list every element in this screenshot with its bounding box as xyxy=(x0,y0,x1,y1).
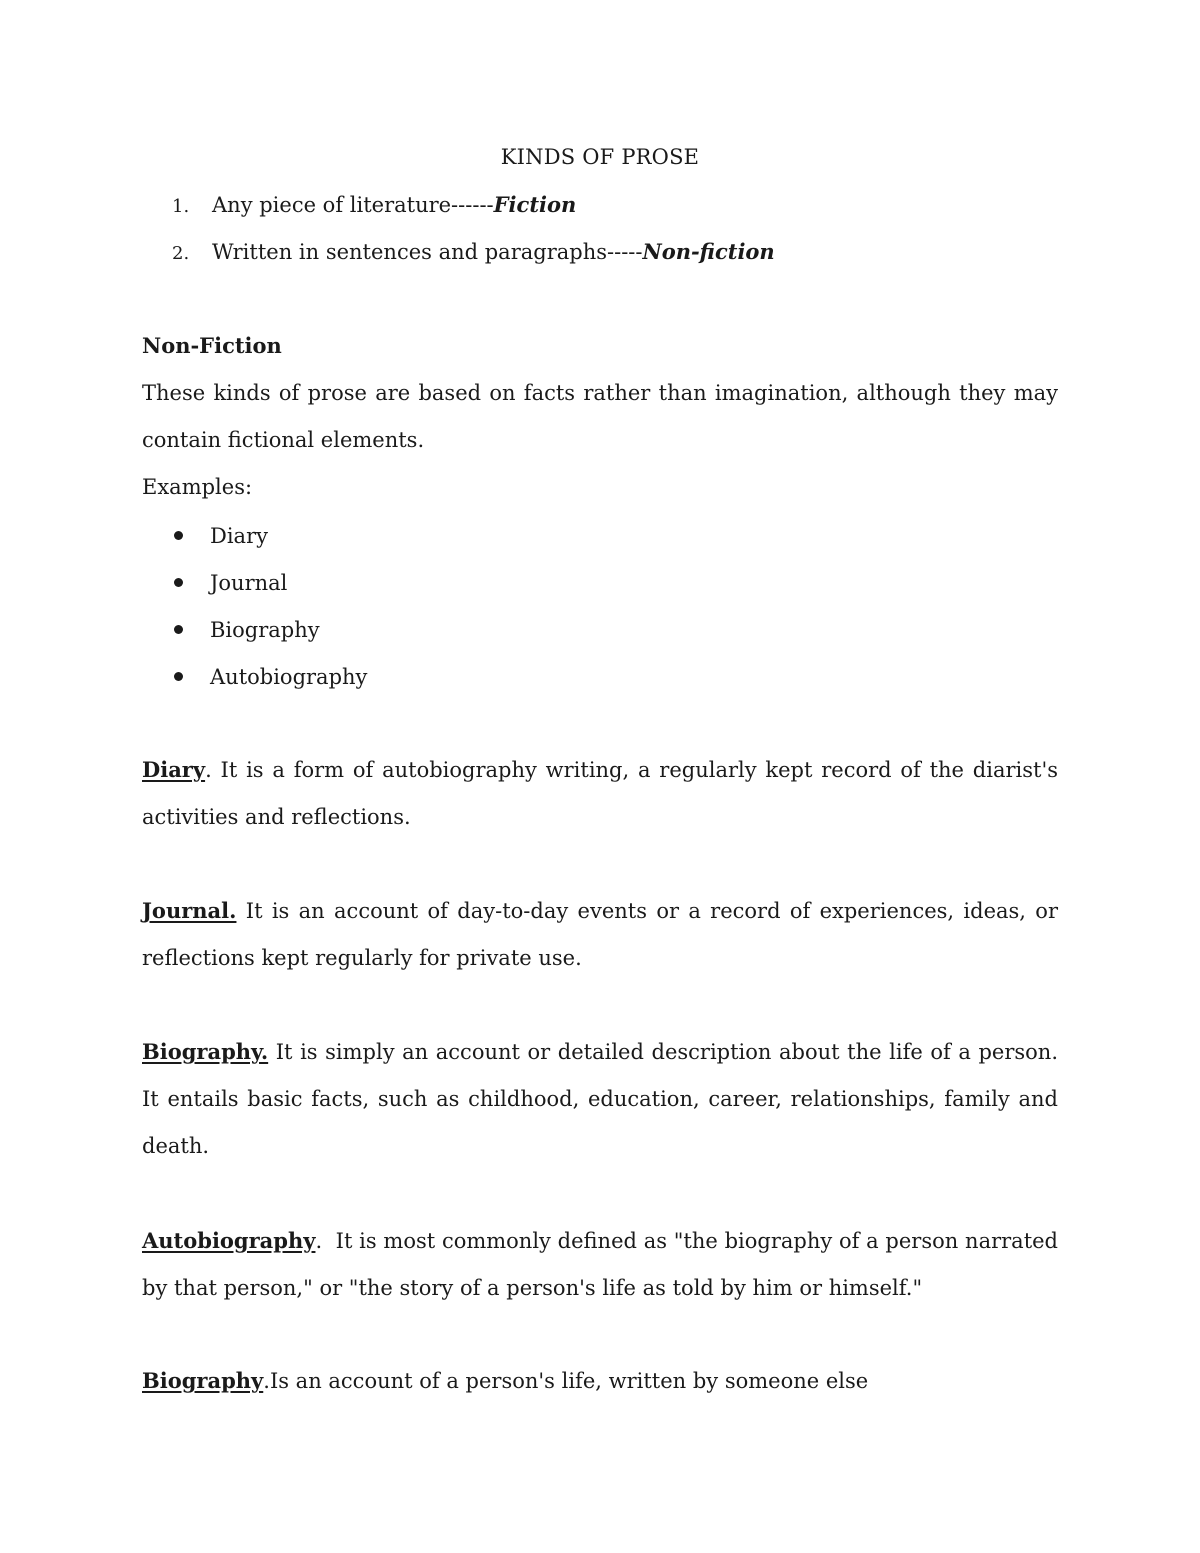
definition-separator: . xyxy=(263,1369,270,1393)
nonfiction-description: These kinds of prose are based on facts rather than imagination, although they may contain fictional elements. xyxy=(142,381,1058,452)
definition-text: Is an account of a person's life, written by someone else xyxy=(269,1369,869,1393)
examples-label: Examples: xyxy=(142,475,253,499)
definition-text: It is an account of day-to-day events or a record of experiences, ideas, or reflections kept regularly for private use. xyxy=(142,899,1058,970)
list-item xyxy=(174,513,367,560)
definition-term: Biography. xyxy=(142,1039,269,1064)
list-item xyxy=(174,654,367,701)
list-number: 2. xyxy=(172,243,190,264)
example-label: Biography xyxy=(210,618,320,642)
list-item-answer: Fiction xyxy=(493,192,577,217)
definition-text: It is most commonly defined as "the biography of a person narrated by that person," or "the story of a person's life as told by him or himself." xyxy=(142,1229,1058,1300)
definition-diary xyxy=(142,746,1058,841)
bullet-icon xyxy=(174,625,183,634)
definition-term: Journal. xyxy=(142,898,237,923)
definition-term: Biography xyxy=(142,1368,264,1393)
definition-separator xyxy=(236,899,245,923)
definition-biography-2 xyxy=(142,1357,1058,1405)
bullet-icon xyxy=(174,578,183,587)
list-item-text: Any piece of literature------ xyxy=(212,193,494,217)
list-item xyxy=(172,239,775,286)
definition-separator: . xyxy=(205,758,221,782)
definition-term: Autobiography xyxy=(142,1228,316,1253)
section-heading-nonfiction: Non-Fiction xyxy=(142,333,282,358)
examples-list xyxy=(174,513,367,701)
definition-separator xyxy=(268,1040,276,1064)
list-item xyxy=(174,560,367,607)
bullet-icon xyxy=(174,531,183,540)
list-item-text: Written in sentences and paragraphs----- xyxy=(212,240,643,264)
numbered-list xyxy=(172,192,775,286)
definition-journal xyxy=(142,887,1058,982)
example-label: Autobiography xyxy=(210,665,368,689)
example-label: Diary xyxy=(210,524,268,548)
bullet-icon xyxy=(174,672,183,681)
list-number: 1. xyxy=(172,196,190,217)
definition-term: Diary xyxy=(142,757,206,782)
definition-separator: . xyxy=(315,1229,336,1253)
definition-autobiography xyxy=(142,1217,1058,1312)
list-item-answer: Non-fiction xyxy=(642,239,775,264)
definition-text: It is simply an account or detailed description about the life of a person. It entails basic facts, such as childhood, education, career, relationships, family and death. xyxy=(142,1040,1058,1158)
example-label: Journal xyxy=(210,571,288,595)
list-item xyxy=(174,607,367,654)
list-item xyxy=(172,192,775,239)
page-title: KINDS OF PROSE xyxy=(500,145,700,169)
definition-biography xyxy=(142,1028,1058,1170)
definition-text: It is a form of autobiography writing, a regularly kept record of the diarist's activities and reflections. xyxy=(142,758,1058,829)
